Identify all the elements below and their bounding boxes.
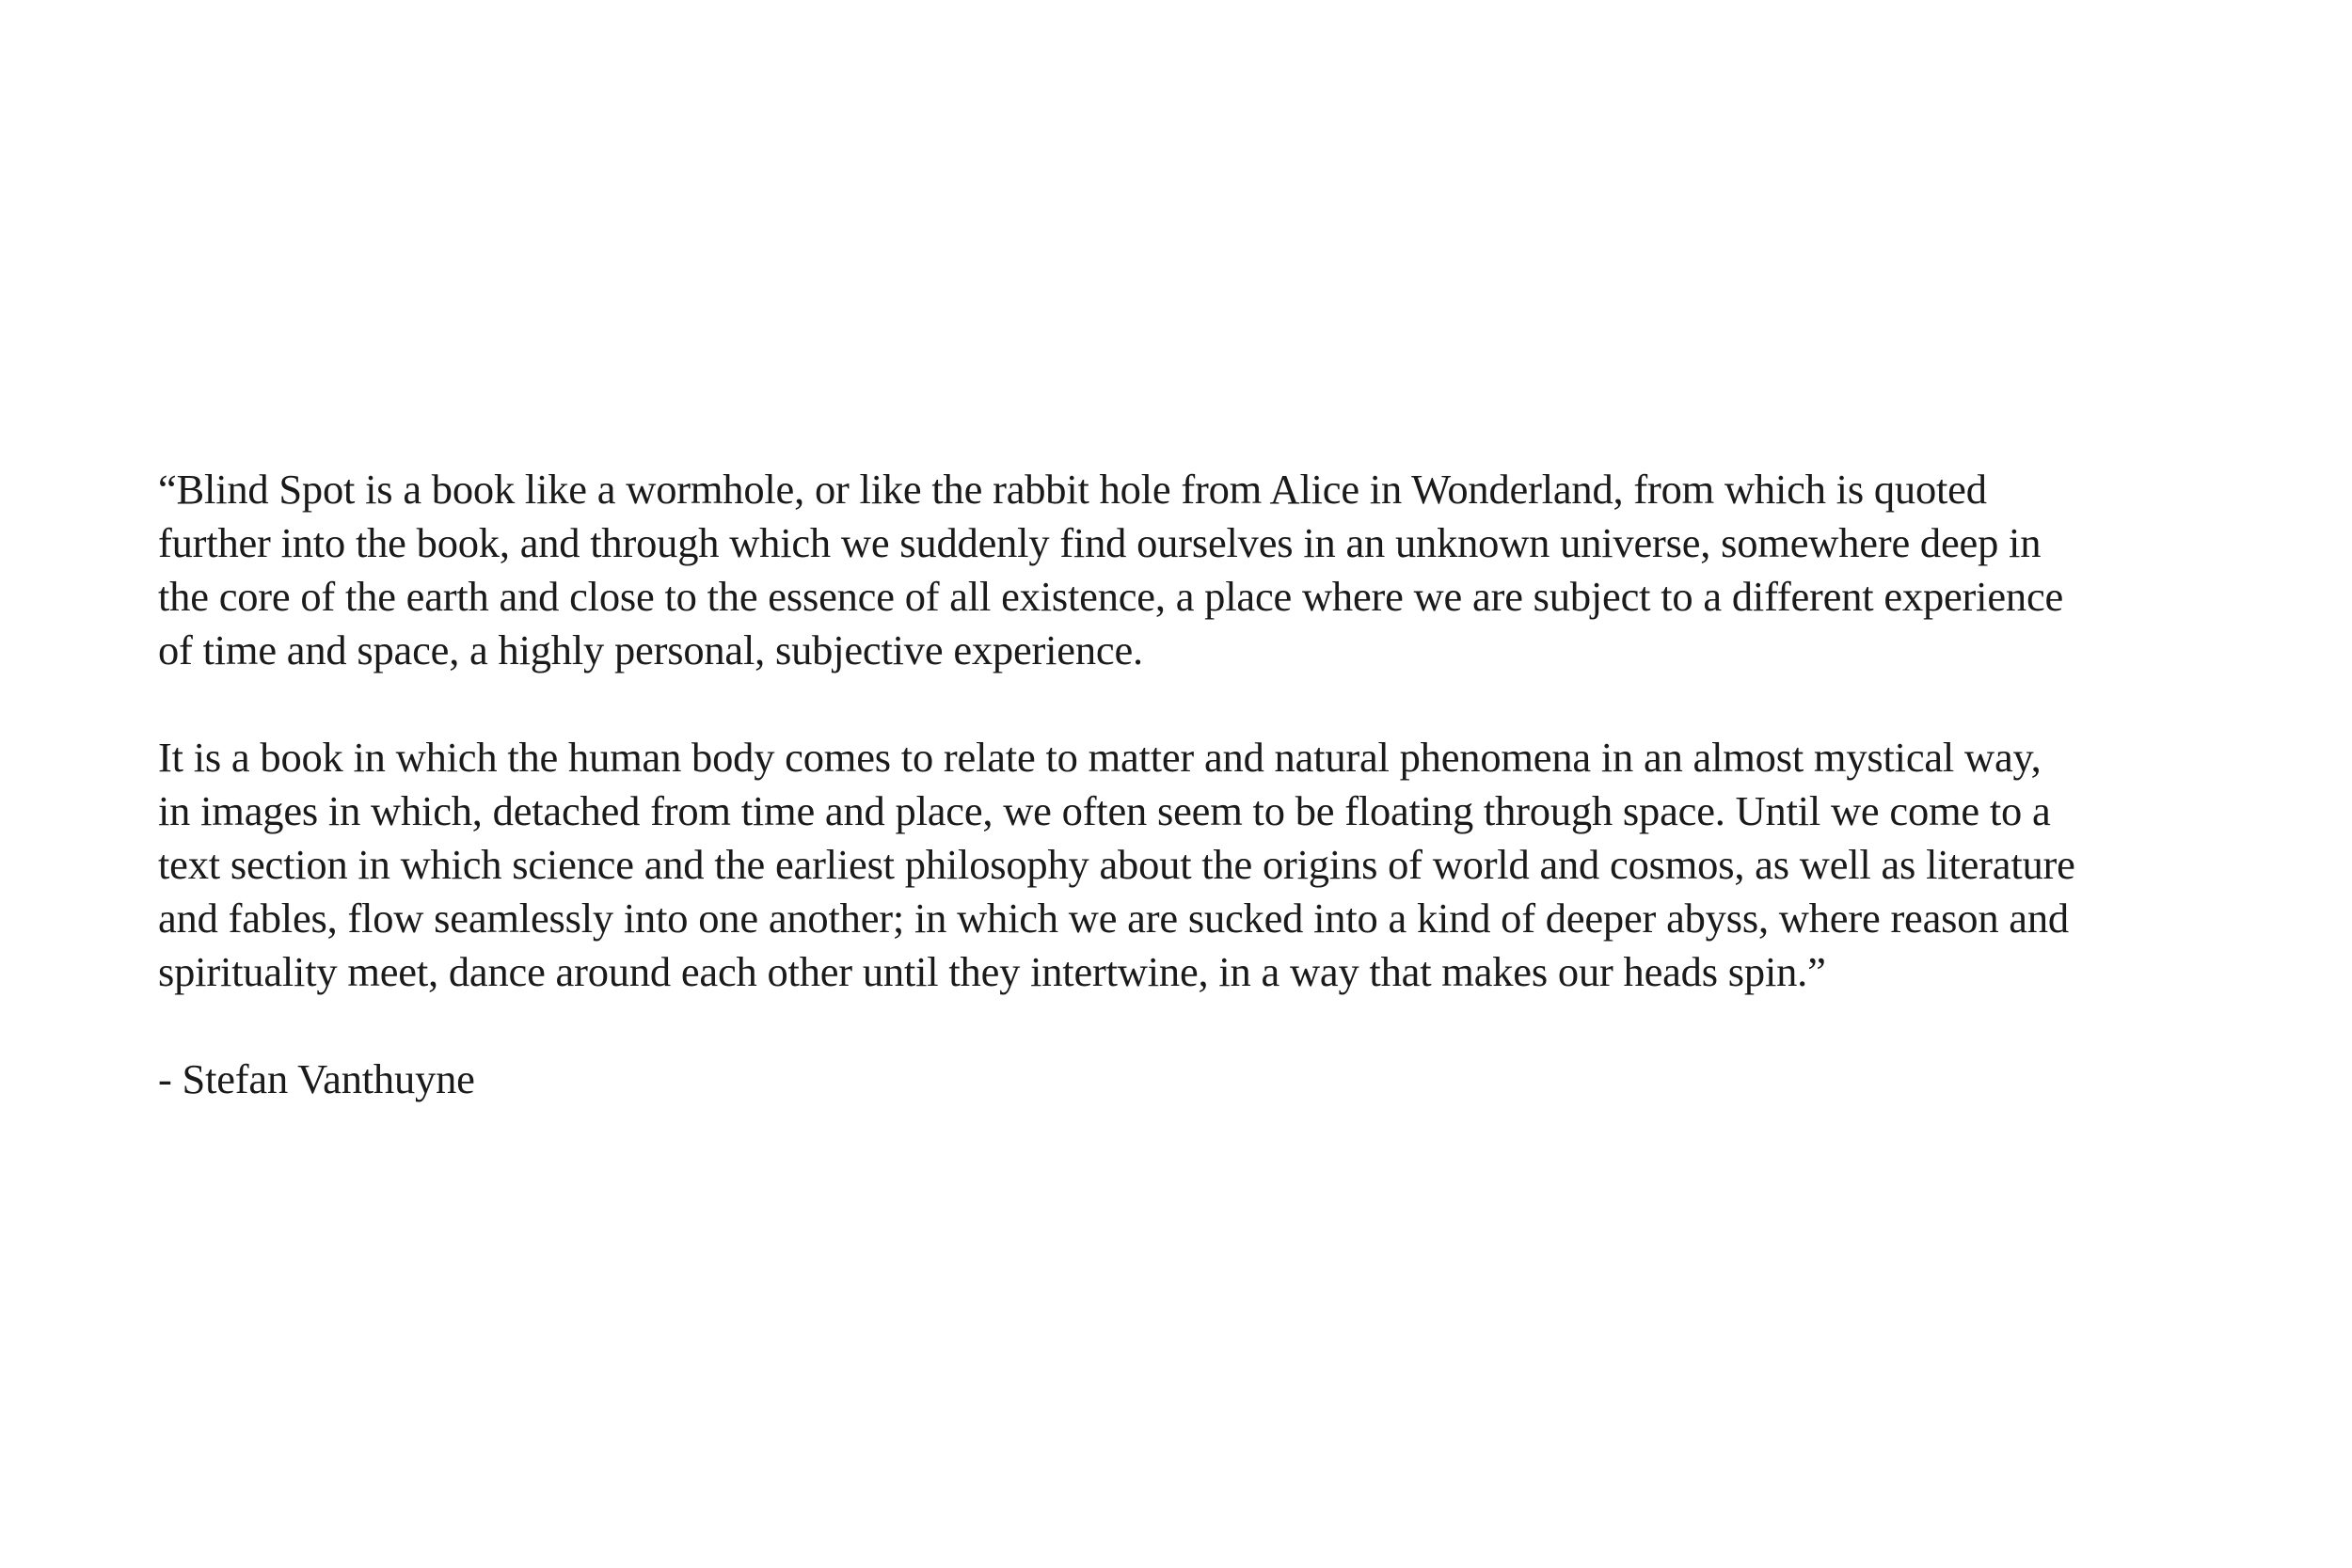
- paragraph-line: It is a book in which the human body comes to relate to matter and natural phenomena in an almost mystical way,: [158, 734, 2042, 781]
- paragraph-line: text section in which science and the earliest philosophy about the origins of world and cosmos, as well as literature: [158, 841, 2075, 888]
- paragraph-spacer: [158, 999, 2265, 1053]
- quote-paragraph-2: [158, 731, 2265, 999]
- paragraph-line: and fables, flow seamlessly into one another; in which we are sucked into a kind of deeper abyss, where reason and: [158, 895, 2069, 942]
- paragraph-line: of time and space, a highly personal, subjective experience.: [158, 626, 1143, 673]
- quote-paragraph-1: [158, 463, 2265, 677]
- quote-text-block: [158, 463, 2265, 1106]
- quote-attribution: - Stefan Vanthuyne: [158, 1055, 475, 1102]
- paragraph-line: further into the book, and through which we suddenly find ourselves in an unknown universe, somewhere deep in: [158, 519, 2042, 566]
- paragraph-line: the core of the earth and close to the essence of all existence, a place where we are subject to a different experience: [158, 573, 2064, 620]
- paragraph-line: in images in which, detached from time and place, we often seem to be floating through space. Until we come to a: [158, 787, 2051, 834]
- paragraph-line: spirituality meet, dance around each other until they intertwine, in a way that makes our heads spin.”: [158, 948, 1826, 995]
- paragraph-line: “Blind Spot is a book like a wormhole, or like the rabbit hole from Alice in Wonderland, from which is quoted: [158, 466, 1987, 513]
- paragraph-spacer: [158, 677, 2265, 731]
